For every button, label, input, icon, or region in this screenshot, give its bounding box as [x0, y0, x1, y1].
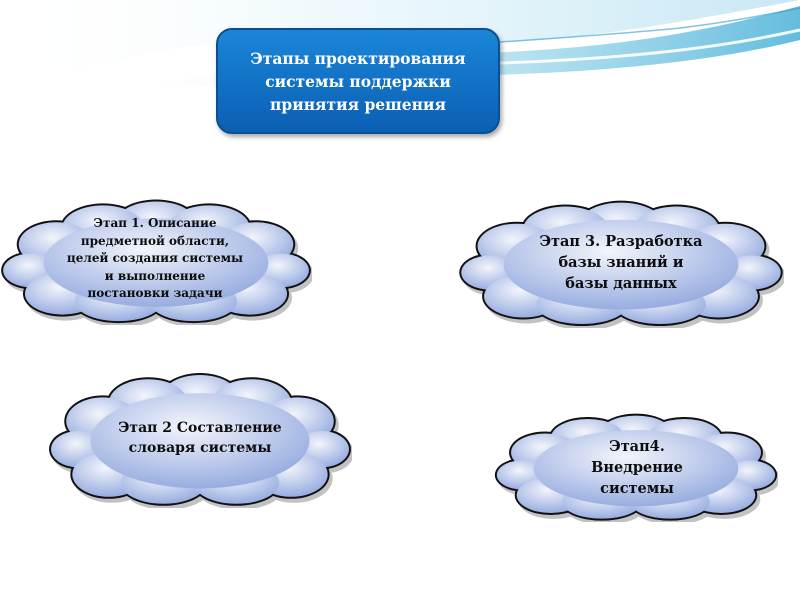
- stage-4-text: Этап4. Внедрение системы: [591, 437, 683, 497]
- cloud-stage-2: [48, 368, 352, 508]
- title-box: [216, 28, 500, 134]
- stage-3-text: Этап 3. Разработка базы знаний и базы данных: [539, 232, 703, 292]
- cloud-stage-1: [0, 195, 312, 325]
- cloud-stage-4: [494, 410, 778, 522]
- cloud-stage-3: [458, 196, 784, 328]
- stage-1-text: Этап 1. Описание предметной области, целей создания системы и выполнение постановки задачи: [66, 216, 244, 301]
- stage-2-text: Этап 2 Составление словаря системы: [118, 420, 282, 456]
- title-text: Этапы проектирования системы поддержки принятия решения: [250, 48, 466, 114]
